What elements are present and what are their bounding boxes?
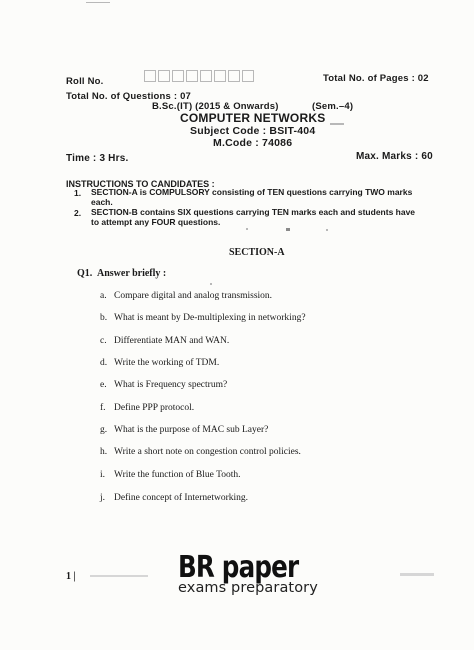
question-number: Q1. [77,268,93,279]
section-title: SECTION-A [229,247,285,258]
scan-speck [330,123,344,125]
roll-box [186,70,198,82]
item-text: Write a short note on congestion control policies. [114,447,301,457]
item-letter: j. [100,493,106,503]
scan-speck [286,228,290,231]
m-code: M.Code : 74086 [213,137,293,149]
item-letter: f. [100,403,106,413]
page-marker: 1 | [66,571,76,582]
item-letter: e. [100,380,107,390]
question-item [100,493,248,503]
question-item [100,336,229,346]
question-text: Answer briefly : [97,268,167,279]
question-item [100,403,194,413]
roll-box [144,70,156,82]
roll-box [200,70,212,82]
question-item [100,380,227,390]
roll-box [172,70,184,82]
max-marks: Max. Marks : 60 [356,151,433,162]
scan-speck [86,2,110,3]
scan-speck [210,283,212,285]
question-item [100,313,306,323]
subject-title: COMPUTER NETWORKS [180,111,326,125]
item-letter: a. [100,291,107,301]
item-letter: i. [100,470,106,480]
subject-code: Subject Code : BSIT-404 [190,125,316,137]
logo-main-text: BR paper [178,550,299,585]
item-text: Compare digital and analog transmission. [114,291,273,301]
item-text: Write the function of Blue Tooth. [114,470,241,480]
total-questions: Total No. of Questions : 07 [66,91,192,102]
semester: (Sem.–4) [312,101,354,112]
item-text: Define PPP protocol. [114,403,195,413]
item-text: What is Frequency spectrum? [114,380,228,390]
exam-time: Time : 3 Hrs. [66,153,129,164]
roll-box [228,70,240,82]
course-name: B.Sc.(IT) (2015 & Onwards) [152,101,279,112]
item-text: What is the purpose of MAC sub Layer? [114,425,269,435]
roll-box [158,70,170,82]
instruction-number: 2. [74,208,82,218]
roll-box [242,70,254,82]
question-item [100,447,301,457]
question-item [100,358,219,368]
roll-no-boxes [144,70,254,82]
faint-footer-code [90,575,148,577]
total-pages: Total No. of Pages : 02 [323,73,429,84]
instruction-text: each. [91,197,113,207]
item-text: Write the working of TDM. [114,358,220,368]
scan-speck [246,228,248,230]
instruction-text: SECTION-B contains SIX questions carrying TEN marks each and students have [91,207,416,217]
item-letter: d. [100,358,108,368]
faint-footer-code [400,573,434,576]
roll-no-label: Roll No. [66,76,104,87]
scan-speck [326,229,328,231]
item-text: What is meant by De-multiplexing in networking? [114,313,306,323]
question-item [100,425,268,435]
item-letter: h. [100,447,108,457]
item-text: Define concept of Internetworking. [114,493,249,503]
instructions-heading: INSTRUCTIONS TO CANDIDATES : [66,179,215,189]
question-item [100,291,272,301]
instruction-number: 1. [74,188,82,198]
logo-subtext: exams preparatory [178,580,318,596]
roll-box [214,70,226,82]
item-letter: b. [100,313,108,323]
instruction-text: to attempt any FOUR questions. [91,217,221,227]
item-letter: c. [100,336,107,346]
instruction-text: SECTION-A is COMPULSORY consisting of TEN questions carrying TWO marks [91,187,413,197]
item-text: Differentiate MAN and WAN. [114,336,230,346]
question-item [100,470,240,480]
item-letter: g. [100,425,108,435]
